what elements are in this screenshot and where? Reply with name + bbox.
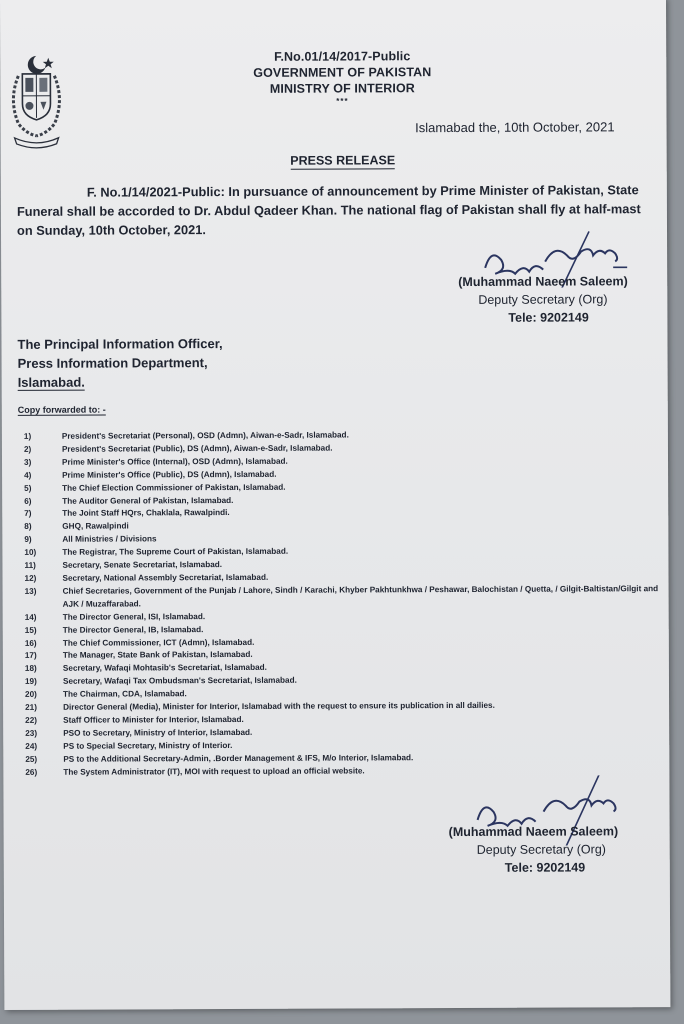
list-item-text: Prime Minister's Office (Internal), OSD (Admn), Islamabad. [61,456,288,467]
list-item-number: 2) [23,444,32,454]
list-item-number: 1) [23,431,32,441]
list-item-number: 18) [24,664,37,674]
list-item-text: The Manager, State Bank of Pakistan, Islamabad. [62,650,253,661]
list-item-text: The Director General, IB, Islamabad. [62,624,204,635]
list-item-text: Chief Secretaries, Government of the Punjab / Lahore, Sindh / Karachi, Khyber Pakhtunkhwa / Peshawar, Balochistan / Quetta, / Gilgit-Baltistan/Gilgit and AJK / Muzaffarabad. [62,584,659,609]
signatory-designation: Deputy Secretary (Org) [476,842,606,857]
list-item-number: 7) [24,509,32,519]
list-item-number: 15) [24,625,37,635]
list-item-text: Secretary, Wafaqi Mohtasib's Secretariat, Islamabad. [62,663,267,674]
list-item-number: 14) [24,612,37,622]
list-item-number: 16) [24,638,37,648]
list-item-number: 22) [25,715,38,725]
ministry-name: MINISTRY OF INTERIOR [269,81,415,96]
list-item-number: 11) [24,560,36,570]
list-item-text: The Director General, ISI, Islamabad. [62,611,206,622]
list-item-text: The Chairman, CDA, Islamabad. [63,689,187,699]
press-release-title: PRESS RELEASE [290,153,396,168]
list-item-text: Secretary, Wafaqi Tax Ombudsman's Secretariat, Islamabad. [62,675,297,686]
signature-block-2 [449,822,619,877]
list-item-number: 10) [24,548,37,558]
list-item-text: The Joint Staff HQrs, Chaklala, Rawalpindi. [62,508,230,519]
copy-list [24,428,666,779]
list-item-text: President's Secretariat (Personal), OSD (Admn), Aiwan-e-Sadr, Islamabad. [61,430,349,441]
list-item-number: 24) [25,741,38,751]
list-item-text: The System Administrator (IT), MOI with request to upload an official website. [63,765,365,777]
addressee-line-1: The Principal Information Officer, [17,336,223,352]
list-item-text: President's Secretariat (Public), DS (Admn), Aiwan-e-Sadr, Islamabad. [61,443,333,454]
list-item-number: 26) [25,767,38,777]
list-item-text: Prime Minister's Office (Public), DS (Admn), Islamabad. [62,469,277,480]
signatory-telephone: Tele: 9202149 [508,310,589,325]
list-item [25,583,665,612]
list-item-number: 25) [25,754,38,764]
list-item-text: Director General (Media), Minister for Interior, Islamabad with the request to ensure its publication in all dailies. [63,700,495,712]
list-item-number: 8) [24,522,32,532]
page-title [1,152,684,169]
signatory-name: (Muhammad Naeem Saleem) [448,824,619,840]
header-stars: *** [336,96,349,106]
list-item-text: The Chief Commissioner, ICT (Admn), Islamabad. [62,637,255,648]
signatory-name: (Muhammad Naeem Saleem) [458,274,628,290]
list-item-number: 21) [25,702,37,712]
list-item-number: 17) [24,651,37,661]
addressee-line-3: Islamabad. [17,374,85,390]
list-item-text: GHQ, Rawalpindi [62,521,129,532]
list-item-text: PS to Special Secretary, Ministry of Interior. [63,740,233,751]
signatory-designation: Deputy Secretary (Org) [478,292,608,307]
list-item-text: The Registrar, The Supreme Court of Pakistan, Islamabad. [62,546,289,557]
file-number: F.No.01/14/2017-Public [274,49,411,64]
list-item-text: All Ministries / Divisions [62,534,157,544]
dateline: Islamabad the, 10th October, 2021 [415,119,615,136]
list-item-number: 9) [24,535,32,545]
government-name: GOVERNMENT OF PAKISTAN [253,65,432,80]
list-item-text: Secretary, National Assembly Secretariat, Islamabad. [62,572,269,583]
list-item-text: PSO to Secretary, Ministry of Interior, Islamabad. [63,727,253,738]
signature-block-1 [458,272,628,327]
list-item-text: Staff Officer to Minister for Interior, Islamabad. [63,714,244,725]
list-item-number: 13) [24,586,37,596]
list-item-number: 19) [24,677,37,687]
signatory-telephone: Tele: 9202149 [504,860,586,875]
list-item-number: 3) [23,457,32,467]
list-item-number: 23) [25,728,38,738]
list-item-number: 5) [24,483,32,493]
list-item-text: The Auditor General of Pakistan, Islamabad. [62,495,234,506]
addressee-block [17,334,222,392]
list-item-number: 4) [24,470,32,480]
list-item-number: 12) [24,573,37,583]
list-item-number: 6) [24,496,32,506]
copy-forwarded-label: Copy forwarded to: - [17,404,106,415]
list-item-text: Secretary, Senate Secretariat, Islamabad. [62,560,223,570]
list-item-text: PS to the Additional Secretary-Admin, .Border Management & IFS, M/o Interior, Islamabad. [63,752,414,764]
list-item-number: 20) [25,689,37,700]
addressee-line-2: Press Information Department, [17,355,208,371]
list-item-text: The Chief Election Commissioner of Pakistan, Islamabad. [62,482,286,493]
body-paragraph: F. No.1/14/2021-Public: In pursuance of announcement by Prime Minister of Pakistan, State Funeral shall be accorded to Dr. Abdul Qadeer Khan. The national flag of Pakistan shall fly at half-mast on Sunday, 10th October, 2021. [16,182,641,238]
copy-forwarded-heading [18,405,106,415]
letterhead [0,47,684,108]
